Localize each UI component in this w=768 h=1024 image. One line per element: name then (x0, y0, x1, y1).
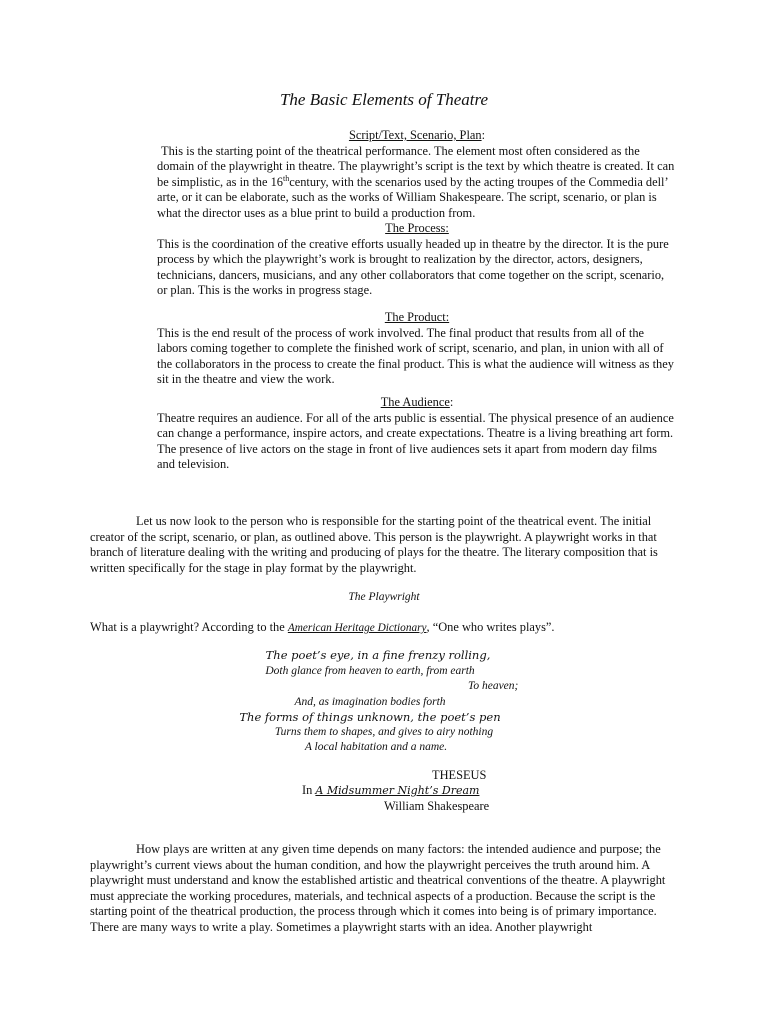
attribution-play: A Midsummer Night’s Dream (315, 784, 480, 797)
closing-paragraph: How plays are written at any given time depends on many factors: the intended audience and purpose; the playwright’s current views about the human condition, and how the playwright perceives the truth around him. A playwright must understand and know the established artistic and theatrical conventions of the theatre. A playwright must appreciate the working procedures, materials, and technical aspects of a production. Because the script is the starting point of the theatrical production, the process through which it comes into being is of primary importance. There are many ways to write a play. Sometimes a playwright starts with an idea. Another playwright (90, 842, 666, 934)
section-script-text-a: This is the starting point of the theatrical performance. The element most often considered as the domain of the playwright in theatre. The playwright’s script is the text by which theatre is created. It can be simplistic, as in the 16 (157, 143, 675, 189)
page-title: The Basic Elements of Theatre (279, 90, 489, 109)
section-script-body (157, 144, 677, 222)
section-audience (157, 395, 677, 473)
section-script-heading-colon: : (481, 128, 486, 142)
poem-line-6: Turns them to shapes, and gives to airy nothing (274, 726, 494, 738)
attribution-speaker: THESEUS (432, 768, 487, 782)
playwright-subheading: The Playwright (348, 591, 420, 603)
section-script-heading-wrap (157, 128, 677, 144)
definition-after: , “One who writes plays”. (426, 620, 555, 634)
attribution-in: In (302, 783, 316, 797)
section-audience-heading-wrap (157, 395, 677, 411)
poem-line-1: The poet’s eye, in a fine frenzy rolling, (265, 648, 491, 662)
definition-before: What is a playwright? According to the (90, 620, 288, 634)
poem-line-3: To heaven; (468, 680, 519, 692)
poem-line-5: The forms of things unknown, the poet’s pen (239, 710, 501, 724)
section-audience-heading-colon: : (449, 395, 454, 409)
attribution-play-line (302, 783, 479, 799)
dictionary-title: American Heritage Dictionary (287, 622, 427, 634)
section-script-text-b: century, with the scenarios used by the acting troupes of the Commedia dell’ arte, or it can be elaborate, such as the works of William Shakespeare. The script, scenario, or plan is what the director uses as a blue print to build a production from. (157, 174, 668, 220)
section-audience-heading: The Audience (380, 395, 450, 409)
section-product (157, 310, 677, 388)
section-audience-body: Theatre requires an audience. For all of the arts public is essential. The physical presence of an audience can change a performance, inspire actors, and create expectations. Theatre is a living breathing art form. The presence of live actors on the stage in front of live audiences sets it apart from modern day films and television. (157, 410, 674, 471)
intro-paragraph: Let us now look to the person who is responsible for the starting point of the theatrical event. The initial creator of the script, scenario, or plan, as outlined above. This person is the playwright. A playwright works in that branch of literature dealing with the writing and producing of plays for the theatre. The literary composition that is written specifically for the stage in play format by the playwright. (90, 514, 658, 575)
poem-line-4: And, as imagination bodies forth (294, 696, 446, 708)
section-process-heading: The Process: (385, 221, 449, 235)
definition-line (90, 620, 555, 637)
section-script-heading: Script/Text, Scenario, Plan (348, 128, 482, 142)
section-script (157, 128, 677, 299)
section-script-sup: th (282, 173, 290, 183)
section-process-body: This is the coordination of the creative efforts usually headed up in theatre by the director. It is the pure process by which the playwright’s work is brought to realization by the director, actors, designers, technicians, dancers, musicians, and any other collaborators that come together on the script, scenario, or plan. This is the works in progress stage. (157, 236, 669, 297)
section-product-heading: The Product: (384, 310, 450, 324)
section-product-body: This is the end result of the process of work involved. The final product that results from all of the labors coming together to complete the finished work of script, scenario, and plan, in union with all of the collaborators in the process to create the final product. This is what the audience will witness as they sit in the theatre and view the work. (157, 325, 674, 386)
attribution-author: William Shakespeare (384, 799, 490, 813)
poem-line-7: A local habitation and a name. (304, 741, 448, 753)
poem-line-2: Doth glance from heaven to earth, from earth (265, 665, 475, 677)
